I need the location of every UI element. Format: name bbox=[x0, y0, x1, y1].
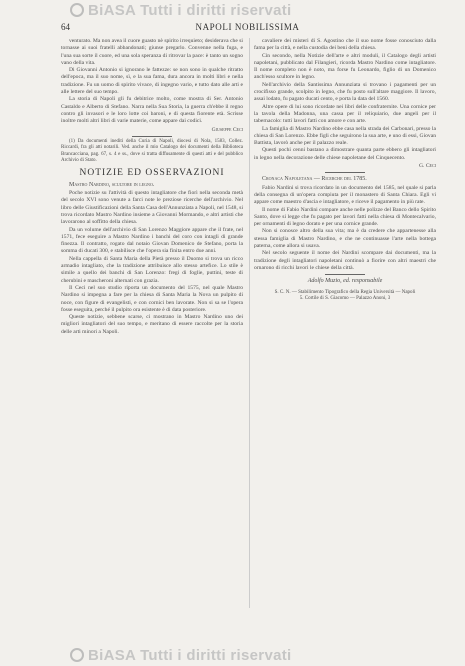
paragraph: Il Ceci nel suo studio riporta un documento del 1575, nel quale Mastro Nardino si impegna a fare per la chiesa di Santa Maria la Nova un pulpito di noce, con figure di evangelisti, e con cornici ben lavorate. Non si sa se l'opera fosse eseguita, perché il pulpito ora esistente è di data posteriore. bbox=[61, 284, 243, 313]
paragraph: Questi pochi cenni bastano a dimostrare quanta parte ebbero gli intagliatori in legno nella decorazione delle chiese napoletane del Cinquecento. bbox=[254, 147, 436, 161]
paragraph: cavaliere dei misteri di S. Agostino che il suo nome fosse conosciuto dalla fama per la città, e nella custodia dei beni della chiesa. bbox=[254, 38, 436, 52]
paragraph: venturato. Ma non avea il cuore guasto nè spirito irrequieto; desiderava che si tornasse ai suoi fratelli abbandonati; giunse pregarlo. Convenne nella fuga, e l'una sua sorte il cuore, ed una sola speranza di ritrovar la pace: è tanto un sogno vano della vita. bbox=[61, 38, 243, 66]
watermark-text: BiASA Tutti i diritti riservati bbox=[88, 647, 292, 664]
paragraph: Da un volume dell'archivio di San Lorenzo Maggiore appare che il frate, nel 1571, fece eseguire a Mastro Nardino i banchi del coro con intagli di grande finezza. Il contratto, rogato dal notaio Giovan Domenico de Stefano, porta la somma di ducati 300, e stabilisce che l'opera sia finita entro due anni. bbox=[61, 226, 243, 255]
paragraph: Fabio Nardini si trova ricordato in un documento del 1585, nel quale si parla della consegna di un'opera compiuta per il monastero di Santa Chiara. Egli vi appare come maestro d'ascia e intagliatore, e riceve il pagamento in più rate. bbox=[254, 184, 436, 206]
paragraph: Nell'archivio della Santissima Annunziata si trovano i pagamenti per un crocifisso grande, scolpito in legno, che fu posto sull'altare maggiore. Il lavoro, assai lodato, fu pagato ducati cento, e porta la data del 1560. bbox=[254, 81, 436, 103]
signature: Giuseppe Ceci bbox=[211, 126, 243, 133]
paragraph: Queste notizie, sebbene scarse, ci mostrano in Mastro Nardino uno dei migliori intagliatori del suo tempo, e meritano di essere raccolte per la storia delle arti minori a Napoli. bbox=[61, 314, 243, 335]
column-divider bbox=[249, 38, 250, 608]
signature: G. Ceci bbox=[418, 163, 436, 170]
watermark-top bbox=[70, 2, 292, 19]
page-header bbox=[54, 22, 441, 36]
footnote: (1) Da documenti inediti della Curia di Napoli, diocesi di Nola, 1583, Collez. Riccardi, fra gli atti notarili. Ved. anche il mio Catalogo dei documenti della Biblioteca Brancacciana, pag. 67, s. 4 e ss., dove si tratta diffusamente di questi atti e del pubblico Archivio di Stato. bbox=[61, 138, 243, 164]
section-title: NOTIZIE ED OSSERVAZIONI bbox=[79, 168, 225, 179]
left-column bbox=[61, 38, 243, 336]
subheading: Mastro Nardino, scultore in legno. bbox=[69, 181, 155, 188]
watermark-bottom bbox=[70, 647, 292, 664]
right-column bbox=[254, 38, 436, 302]
paragraph: Cin secondo, nella Notizie dell'arte e altri moduli, il Catalogo degli artisti napoletani, pubblicato dal Filangieri, ricorda Mastro Nardino come intagliatore. Il nome completo non è noto, ma forse fu Leonardo, figlio di un Domenico anch'esso scultore in legno. bbox=[254, 52, 436, 81]
imprint-line: S. C. N. — Stabilimento Tipografico della Regia Università — Napoli bbox=[274, 289, 416, 295]
biasa-logo-icon bbox=[70, 648, 84, 662]
paragraph: Altre opere di lui sono ricordate nei libri delle confraternite. Una cornice per la tavola della Madonna, una cassa per il reliquiario, due angeli per il tabernacolo: tutti lavori fatti con amore e con arte. bbox=[254, 103, 436, 125]
editor-line: Adolfo Muzio, ed. responsabile bbox=[307, 278, 383, 285]
imprint bbox=[254, 290, 436, 303]
page-number: 64 bbox=[61, 22, 70, 32]
divider bbox=[325, 172, 365, 173]
watermark-text: BiASA Tutti i diritti riservati bbox=[88, 2, 292, 19]
paragraph: Non si conosce altro della sua vita; ma è da credere che appartenesse alla stessa famiglia di Mastro Nardino, e che ne continuasse l'arte nella bottega paterna, come allora si usava. bbox=[254, 228, 436, 250]
imprint-line: 5. Cortile di S. Giacomo — Palazzo Anoni, 3 bbox=[299, 295, 391, 301]
paragraph: La storia di Napoli gli fu debitrice molto, come mostra di Ser. Antonio Castaldo e Alberto di Stefano. Narra nella Sua Storia, la guerra ch'ebbe il regno contro gli invasori e le loro lotte coi baroni, e di questa fiorente età. Scrisse inoltre molti altri libri di varie materie, come appare dai codici. bbox=[61, 96, 243, 125]
divider bbox=[325, 274, 365, 275]
divider bbox=[132, 136, 172, 137]
journal-title: NAPOLI NOBILISSIMA bbox=[195, 22, 300, 32]
paragraph: Poche notizie su l'attività di questo intagliatore che fiorì nella seconda metà del secolo XVI sono venute a farci note le preziose ricerche dell'archivio. Nel libro delle Giustificazioni della Santa Casa dell'Annunziata a Napoli, nel 1548, si trova ricordato Mastro Nardino insieme a Giovanni Mormando, e altri artisti che lavorarono al soffitto della chiesa. bbox=[61, 190, 243, 226]
subheading: Cronaca Napoletana — Ricerche del 1785. bbox=[262, 176, 367, 183]
paragraph: Di Giovanni Antonio si ignorano le fattezze: se non sono in qualche ritratto dell'epoca, ma il suo nome, sì, e la sua fama, dura ancora in molti libri e nella tradizione. Fu un uomo di spirito vivace, di ingegno vario, e tutto dato alle arti e alle lettere del suo tempo. bbox=[61, 67, 243, 96]
paragraph: Nella cappella di Santa Maria della Pietà presso il Duomo si trova un ricco armadio intagliato, che la tradizione attribuisce allo stesso artefice. Lo stile è simile a quello dei banchi di San Lorenzo: fregi di foglie, puttini, teste di cherubini e mascheroni alternati con grazia. bbox=[61, 255, 243, 284]
paragraph: Nel secolo seguente il nome dei Nardini scompare dai documenti, ma la tradizione degli intagliatori napoletani continuò a fiorire con altri maestri che ornarono di ricchi lavori le chiese della città. bbox=[254, 250, 436, 271]
paragraph: La famiglia di Mastro Nardino ebbe casa nella strada dei Carbonari, presso la chiesa di San Lorenzo. Ebbe figli che seguirono la sua arte, e uno di essi, Giovan Battista, lavorò anche per il palazzo reale. bbox=[254, 125, 436, 147]
paragraph: Il nome di Fabio Nardini compare anche nelle polizze del Banco dello Spirito Santo, dove si legge che fu pagato per lavori fatti nella chiesa di Montecalvario, per ornamenti di legno dorato e per una cornice grande. bbox=[254, 206, 436, 228]
biasa-logo-icon bbox=[70, 3, 84, 17]
